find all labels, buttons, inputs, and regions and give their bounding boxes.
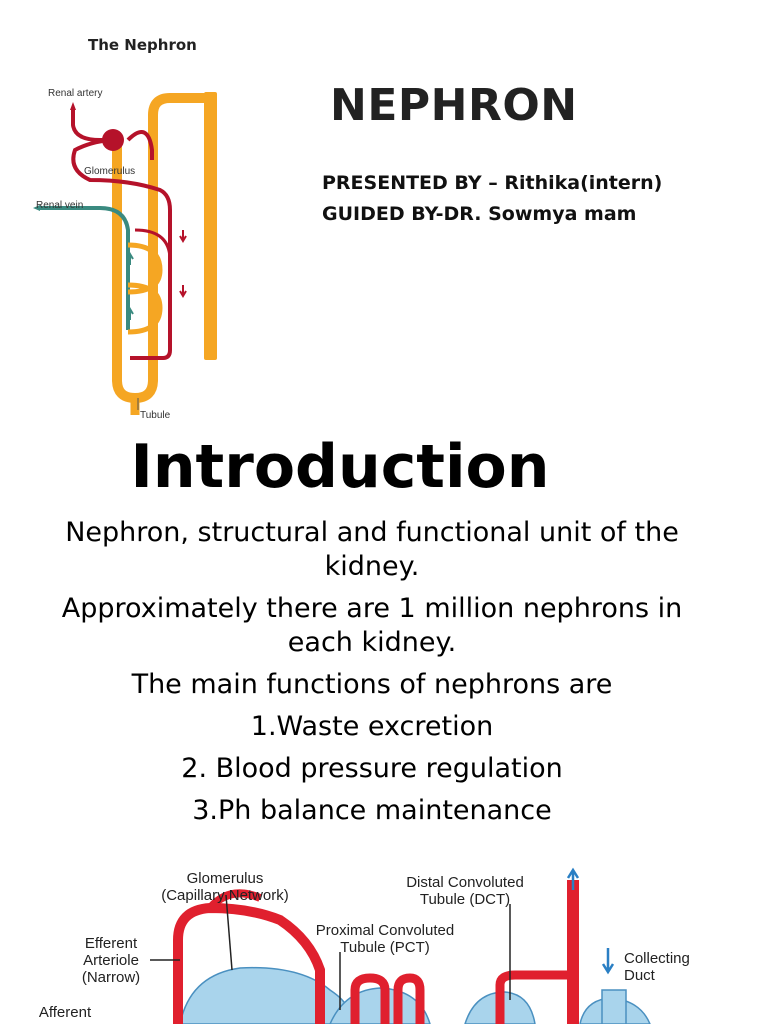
- slide-title: NEPHRON: [330, 80, 578, 131]
- afferent-text: Afferent: [38, 1004, 92, 1021]
- afferent-callout: [20, 1004, 110, 1021]
- glomerulus-sub-text: (Capillary Network): [161, 887, 289, 904]
- nephron-diagram: [30, 80, 230, 425]
- pct-callout: [290, 922, 480, 956]
- intro-paragraph: Approximately there are 1 million nephrons in each kidney.: [61, 593, 683, 658]
- glomerulus-callout: [140, 870, 310, 904]
- collecting-text-2: Duct: [624, 967, 655, 984]
- collecting-duct-callout: [624, 950, 724, 984]
- collecting-duct: [204, 92, 217, 360]
- dct-vessel: [567, 880, 579, 1024]
- presented-by: PRESENTED BY – Rithika(intern): [322, 172, 663, 194]
- tubule-path: [117, 98, 204, 398]
- efferent-text: Efferent: [84, 935, 138, 952]
- down-arrow-icon: [603, 948, 613, 972]
- efferent-callout: [66, 935, 156, 986]
- intro-paragraph: Nephron, structural and functional unit of the kidney.: [65, 517, 679, 582]
- guided-by: GUIDED BY-DR. Sowmya mam: [322, 203, 637, 225]
- efferent-text-3: (Narrow): [81, 969, 141, 986]
- collecting-text: Collecting: [624, 950, 690, 967]
- renal-vein-label: Renal vein: [36, 200, 84, 211]
- intro-paragraph: The main functions of nephrons are: [131, 669, 613, 700]
- intro-list-item: 1.Waste excretion: [250, 711, 494, 742]
- pct-text: Proximal Convoluted: [315, 922, 455, 939]
- figure-title: The Nephron: [88, 36, 197, 54]
- intro-list-item: 2. Blood pressure regulation: [181, 753, 563, 784]
- pct-text-2: Tubule (PCT): [340, 939, 430, 956]
- dct-text-2: Tubule (DCT): [419, 891, 511, 908]
- tubule-label: Tubule: [140, 410, 171, 421]
- section-heading: Introduction: [130, 432, 550, 502]
- credits: [322, 168, 662, 230]
- glomerulus-ball: [102, 129, 124, 151]
- renal-artery-label: Renal artery: [48, 88, 103, 99]
- glomerulus-label: Glomerulus: [84, 166, 136, 177]
- dct-callout: [380, 874, 550, 908]
- efferent-text-2: Arteriole: [83, 952, 139, 969]
- dct-text: Distal Convoluted: [406, 874, 524, 891]
- intro-list-item: 3.Ph balance maintenance: [192, 795, 552, 826]
- glomerulus-text: Glomerulus: [186, 870, 264, 887]
- intro-body: [40, 516, 704, 836]
